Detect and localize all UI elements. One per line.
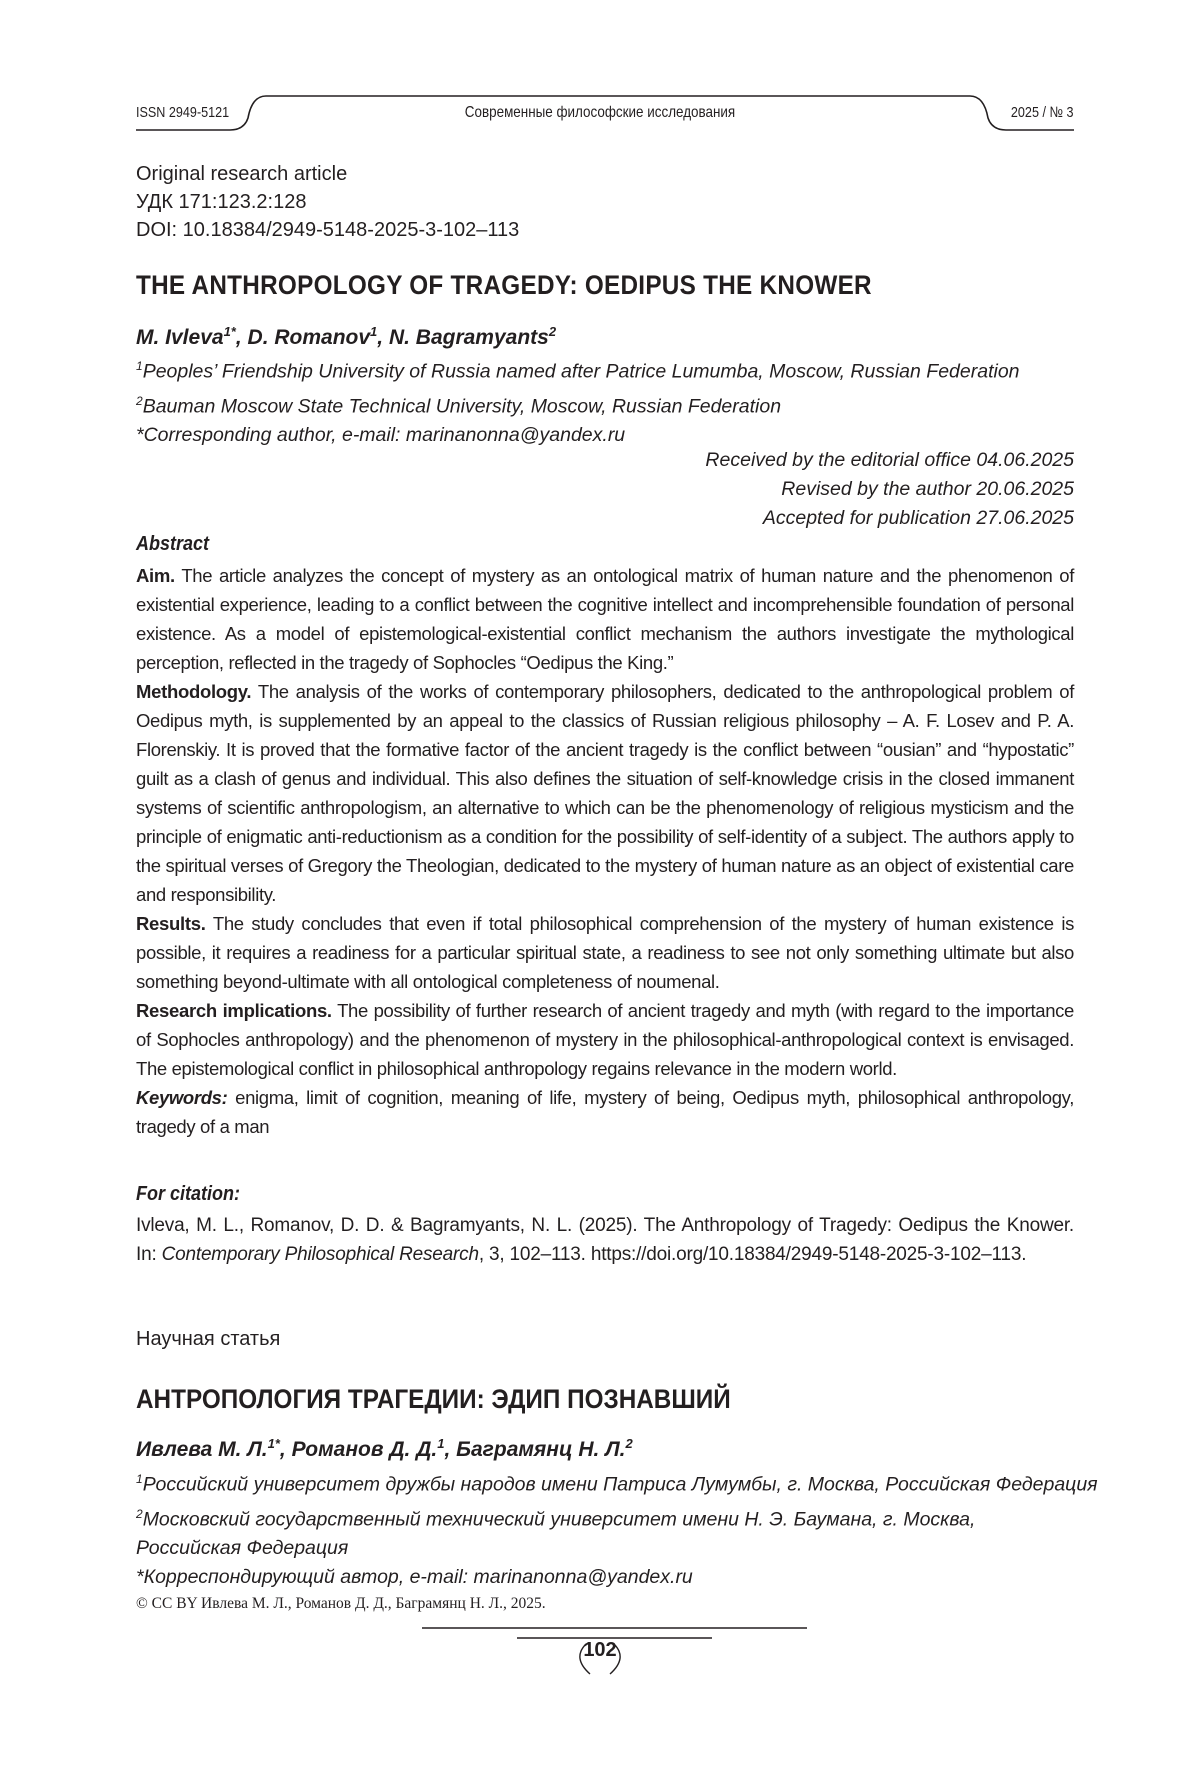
udc-code: УДК 171:123.2:128 <box>136 188 519 216</box>
keywords-label: Keywords: <box>136 1087 227 1108</box>
citation-text: Ivleva, M. L., Romanov, D. D. & Bagramyants, N. L. (2025). The Anthropology of Tragedy: Oedipus the Knower. In: <box>136 1215 1074 1265</box>
author-separator: , <box>377 326 389 349</box>
aim-label: Aim. <box>136 565 175 586</box>
ru-corresponding-author: *Корреспондирующий автор, e-mail: marinanonna@yandex.ru <box>136 1563 1098 1592</box>
implications-label: Research implications. <box>136 1000 332 1021</box>
author-name: M. Ivleva <box>136 326 224 349</box>
ru-article-type: Научная статья <box>136 1328 280 1351</box>
ru-author-affil-mark: 1* <box>268 1436 280 1451</box>
header-issn: ISSN 2949-5121 <box>136 104 229 121</box>
affiliation-text: Peoples’ Friendship University of Russia named after Patrice Lumumba, Moscow, Russian Federation <box>143 361 1020 383</box>
ru-affiliation-mark: 1 <box>136 1472 143 1486</box>
results-label: Results. <box>136 913 206 934</box>
citation-heading: For citation: <box>136 1183 240 1206</box>
license-notice: © CC BY Ивлева М. Л., Романов Д. Д., Баграмянц Н. Л., 2025. <box>136 1595 546 1613</box>
journal-page <box>0 0 1200 1783</box>
article-title: THE ANTHROPOLOGY OF TRAGEDY: OEDIPUS THE KNOWER <box>136 270 872 301</box>
date-accepted: Accepted for publication 27.06.2025 <box>705 504 1074 533</box>
header-journal-title: Современные философские исследования <box>465 104 735 122</box>
affiliation-text: Bauman Moscow State Technical University, Moscow, Russian Federation <box>143 395 781 417</box>
doi: DOI: 10.18384/2949-5148-2025-3-102–113 <box>136 216 519 244</box>
aim-text: The article analyzes the concept of mystery as an ontological matrix of human nature and the phenomenon of existential experience, leading to a conflict between the cognitive intellect and incomprehensible foundation of personal existence. As a model of epistemological-existential conflict mechanism the authors investigate the mythological perception, reflected in the tragedy of Sophocles “Oedipus the King.” <box>136 565 1074 673</box>
author-name: D. Romanov <box>248 326 371 349</box>
ru-article-title: АНТРОПОЛОГИЯ ТРАГЕДИИ: ЭДИП ПОЗНАВШИЙ <box>136 1384 731 1415</box>
ru-affiliation-mark: 2 <box>136 1507 143 1521</box>
author-affil-mark: 1 <box>370 324 377 339</box>
citation-text-end: , 3, 102–113. https://doi.org/10.18384/2949-5148-2025-3-102–113. <box>479 1244 1026 1265</box>
article-type: Original research article <box>136 160 519 188</box>
header-issue: 2025 / № 3 <box>1010 104 1073 121</box>
ru-affiliation-text: Российский университет дружбы народов имени Патриса Лумумбы, г. Москва, Российская Федерация <box>143 1474 1098 1496</box>
ru-author-name: Баграмянц Н. Л. <box>456 1438 625 1461</box>
results-text: The study concludes that even if total philosophical comprehension of the mystery of human existence is possible, it requires a readiness for a particular spiritual state, a readiness to see not only something ultimate but also something beyond-ultimate with all ontological completeness of noumenal. <box>136 913 1074 992</box>
author-separator: , <box>236 326 248 349</box>
author-name: N. Bagramyants <box>389 326 549 349</box>
date-revised: Revised by the author 20.06.2025 <box>705 475 1074 504</box>
footer-rules <box>0 0 1200 1783</box>
affiliation-mark: 1 <box>136 359 143 373</box>
methodology-label: Methodology. <box>136 681 251 702</box>
implications-text: The possibility of further research of ancient tragedy and myth (with regard to the importance of Sophocles anthropology) and the phenomenon of mystery in the philosophical-anthropological context is envisaged. The epistemological conflict in philosophical anthropology regains relevance in the modern world. <box>136 1000 1074 1079</box>
ru-author-affil-mark: 1 <box>437 1436 444 1451</box>
author-affil-mark: 1* <box>224 324 236 339</box>
ru-affiliation-text: Московский государственный технический университет имени Н. Э. Баумана, г. Москва, <box>143 1508 976 1530</box>
abstract-heading: Abstract <box>136 533 209 556</box>
ru-author-affil-mark: 2 <box>625 1436 632 1451</box>
ru-author-name: Романов Д. Д. <box>292 1438 438 1461</box>
keywords-text: enigma, limit of cognition, meaning of life, mystery of being, Oedipus myth, philosophical anthropology, tragedy of a man <box>136 1087 1074 1137</box>
page-number: 102 <box>583 1639 616 1662</box>
methodology-text: The analysis of the works of contemporary philosophers, dedicated to the anthropological problem of Oedipus myth, is supplemented by an appeal to the classics of Russian religious philosophy – A. F. Losev and P. A. Florenskiy. It is proved that the formative factor of the ancient tragedy is the conflict between “ousian” and “hypostatic” guilt as a clash of genus and individual. This also defines the situation of self-knowledge crisis in the closed immanent systems of scientific anthropologism, an alternative to which can be the phenomenology of religious mysticism and the principle of enigmatic anti-reductionism as a condition for the possibility of self-identity of a subject. The authors apply to the spiritual verses of Gregory the Theologian, dedicated to the mystery of human nature as an object of existential care and responsibility. <box>136 681 1074 905</box>
author-affil-mark: 2 <box>549 324 556 339</box>
ru-affiliation-continuation: Российская Федерация <box>136 1534 1098 1563</box>
corresponding-author: *Corresponding author, e-mail: marinanonna@yandex.ru <box>136 421 1020 450</box>
ru-author-name: Ивлева М. Л. <box>136 1438 268 1461</box>
citation-journal: Contemporary Philosophical Research <box>162 1244 479 1265</box>
date-received: Received by the editorial office 04.06.2025 <box>705 446 1074 475</box>
ru-author-separator: , <box>280 1438 292 1461</box>
affiliation-mark: 2 <box>136 394 143 408</box>
ru-author-separator: , <box>444 1438 456 1461</box>
